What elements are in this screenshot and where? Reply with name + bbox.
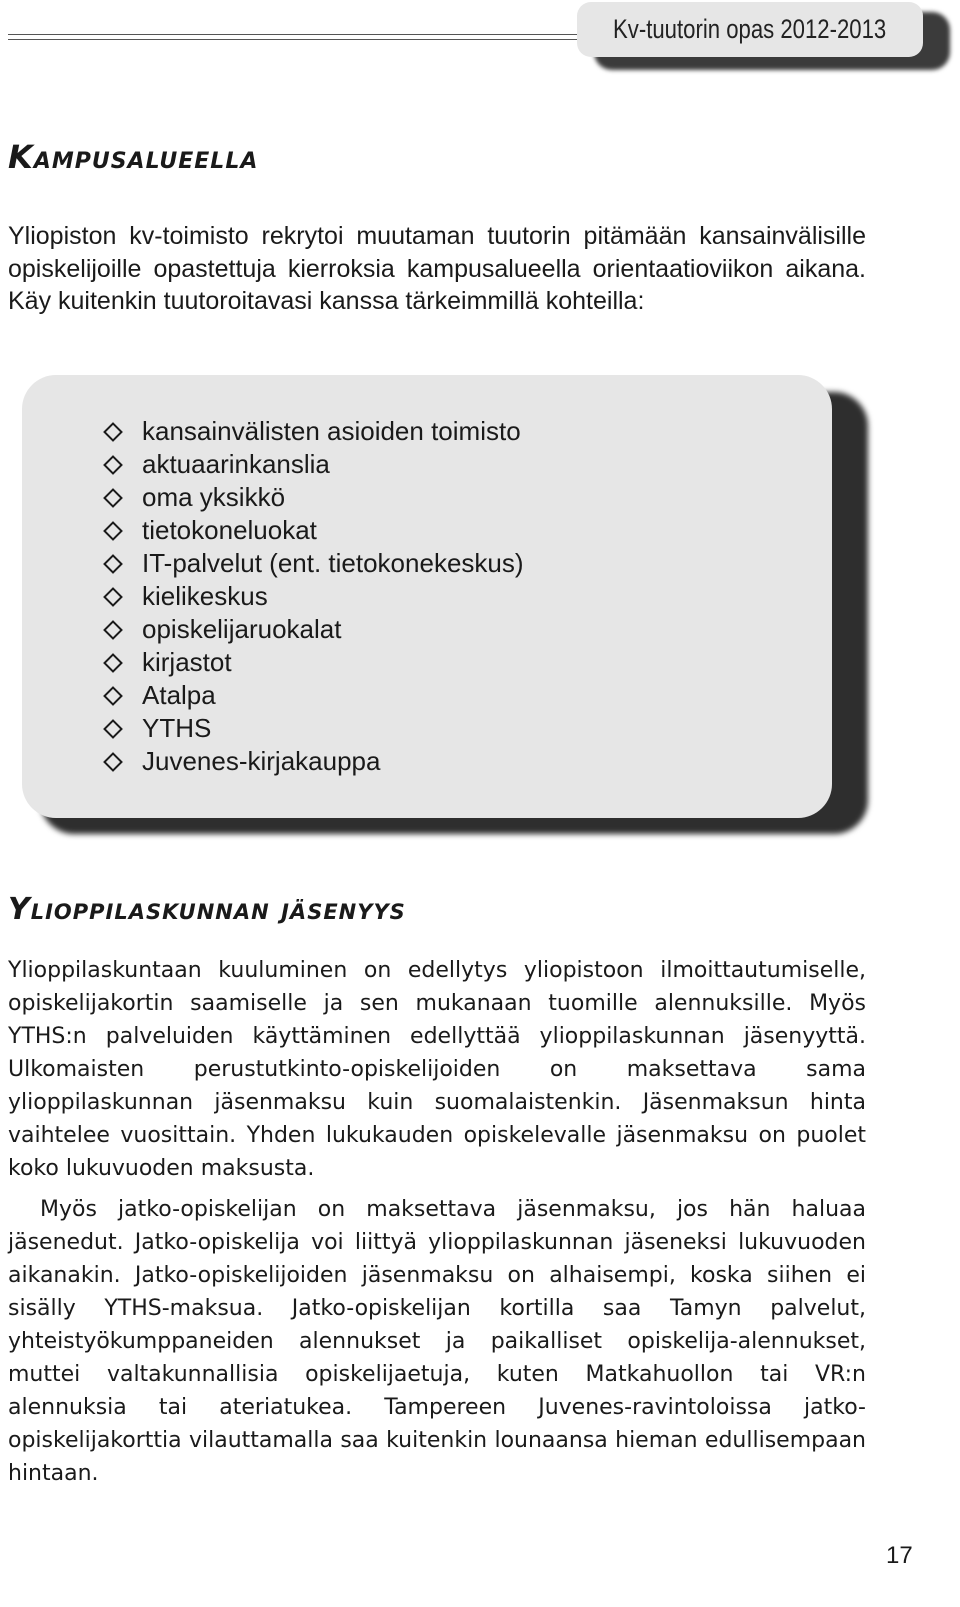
- diamond-bullet-icon: [103, 653, 123, 673]
- list-item: [100, 745, 524, 778]
- list-item-label: Juvenes-kirjakauppa: [142, 746, 381, 776]
- diamond-bullet-icon: [103, 620, 123, 640]
- list-item: [100, 613, 524, 646]
- diamond-bullet-icon: [103, 488, 123, 508]
- diamond-bullet-icon: [103, 554, 123, 574]
- list-item-label: aktuaarinkanslia: [142, 449, 330, 479]
- list-item-label: kirjastot: [142, 647, 232, 677]
- membership-paragraph-1: Ylioppilaskuntaan kuuluminen on edellytys yliopistoon ilmoittautumiselle, opiskelijakortin saamiselle ja sen mukanaan tuomille alennuksille. Myös YTHS:n palveluiden käyttäminen edellyttää ylioppilaskunnan jäsenyyttä. Ulkomaisten perustutkinto-opiskelijoiden on maksettava sama ylioppilaskunnan jäsenmaksu kuin suomalaistenkin. Jäsenmaksun hinta vaihtelee vuosittain. Yhden lukukauden opiskelevalle jäsenmaksu on puolet koko lukuvuoden maksusta.: [8, 958, 866, 1181]
- list-item-label: YTHS: [142, 713, 212, 743]
- list-item: [100, 514, 524, 547]
- list-item-label: tietokoneluokat: [142, 515, 317, 545]
- diamond-bullet-icon: [103, 587, 123, 607]
- campus-paragraph: Yliopiston kv-toimisto rekrytoi muutaman tuutorin pitämään kansainvälisille opiskelijoille opastettuja kierroksia kampusalueella orientaatioviikon aikana. Käy kuitenkin tuutoroitavasi kanssa tärkeimmillä kohteilla:: [8, 222, 866, 315]
- header-rule-bottom: [8, 39, 580, 40]
- diamond-bullet-icon: [103, 686, 123, 706]
- list-item-label: oma yksikkö: [142, 482, 286, 512]
- diamond-bullet-icon: [103, 455, 123, 475]
- list-item-label: Atalpa: [142, 680, 216, 710]
- list-item: [100, 712, 524, 745]
- list-item: [100, 448, 524, 481]
- diamond-bullet-icon: [103, 719, 123, 739]
- section-heading-campus: Kampusalueella: [8, 138, 259, 176]
- list-item: [100, 646, 524, 679]
- diamond-bullet-icon: [103, 752, 123, 772]
- list-item: [100, 481, 524, 514]
- header-box: [577, 2, 923, 57]
- list-item: [100, 580, 524, 613]
- diamond-bullet-icon: [103, 521, 123, 541]
- membership-paragraph-2: Myös jatko-opiskelijan on maksettava jäsenmaksu, jos hän haluaa jäsenedut. Jatko-opiskelija voi liittyä ylioppilaskunnan jäseneksi lukuvuoden aikanakin. Jatko-opiskelijoiden jäsenmaksu on alhaisempi, koska siihen ei sisälly YTHS-maksua. Jatko-opiskelijan kortilla saa Tamyn palvelut, yhteistyökumppaneiden alennukset ja paikalliset opiskelija-alennukset, muttei valtakunnallisia opiskelijaetuja, kuten Matkahuollon tai VR:n alennuksia tai ateriatukea. Tampereen Juvenes-ravintoloissa jatko-opiskelijakorttia vilauttamalla saa kuitenkin lounaansa hieman edullisempaan hintaan.: [8, 1197, 866, 1486]
- page-number: 17: [886, 1542, 913, 1569]
- list-item: [100, 547, 524, 580]
- list-item-label: kielikeskus: [142, 581, 268, 611]
- section-heading-membership: Ylioppilaskunnan jäsenyys: [8, 892, 406, 927]
- list-item-label: kansainvälisten asioiden toimisto: [142, 416, 521, 446]
- list-item-label: opiskelijaruokalat: [142, 614, 342, 644]
- list-item-label: IT-palvelut (ent. tietokonekeskus): [142, 548, 524, 578]
- campus-location-list: [100, 415, 524, 778]
- list-item: [100, 415, 524, 448]
- header-rule-top: [8, 34, 580, 35]
- header-title: Kv-tuutorin opas 2012-2013: [613, 14, 887, 44]
- list-item: [100, 679, 524, 712]
- diamond-bullet-icon: [103, 422, 123, 442]
